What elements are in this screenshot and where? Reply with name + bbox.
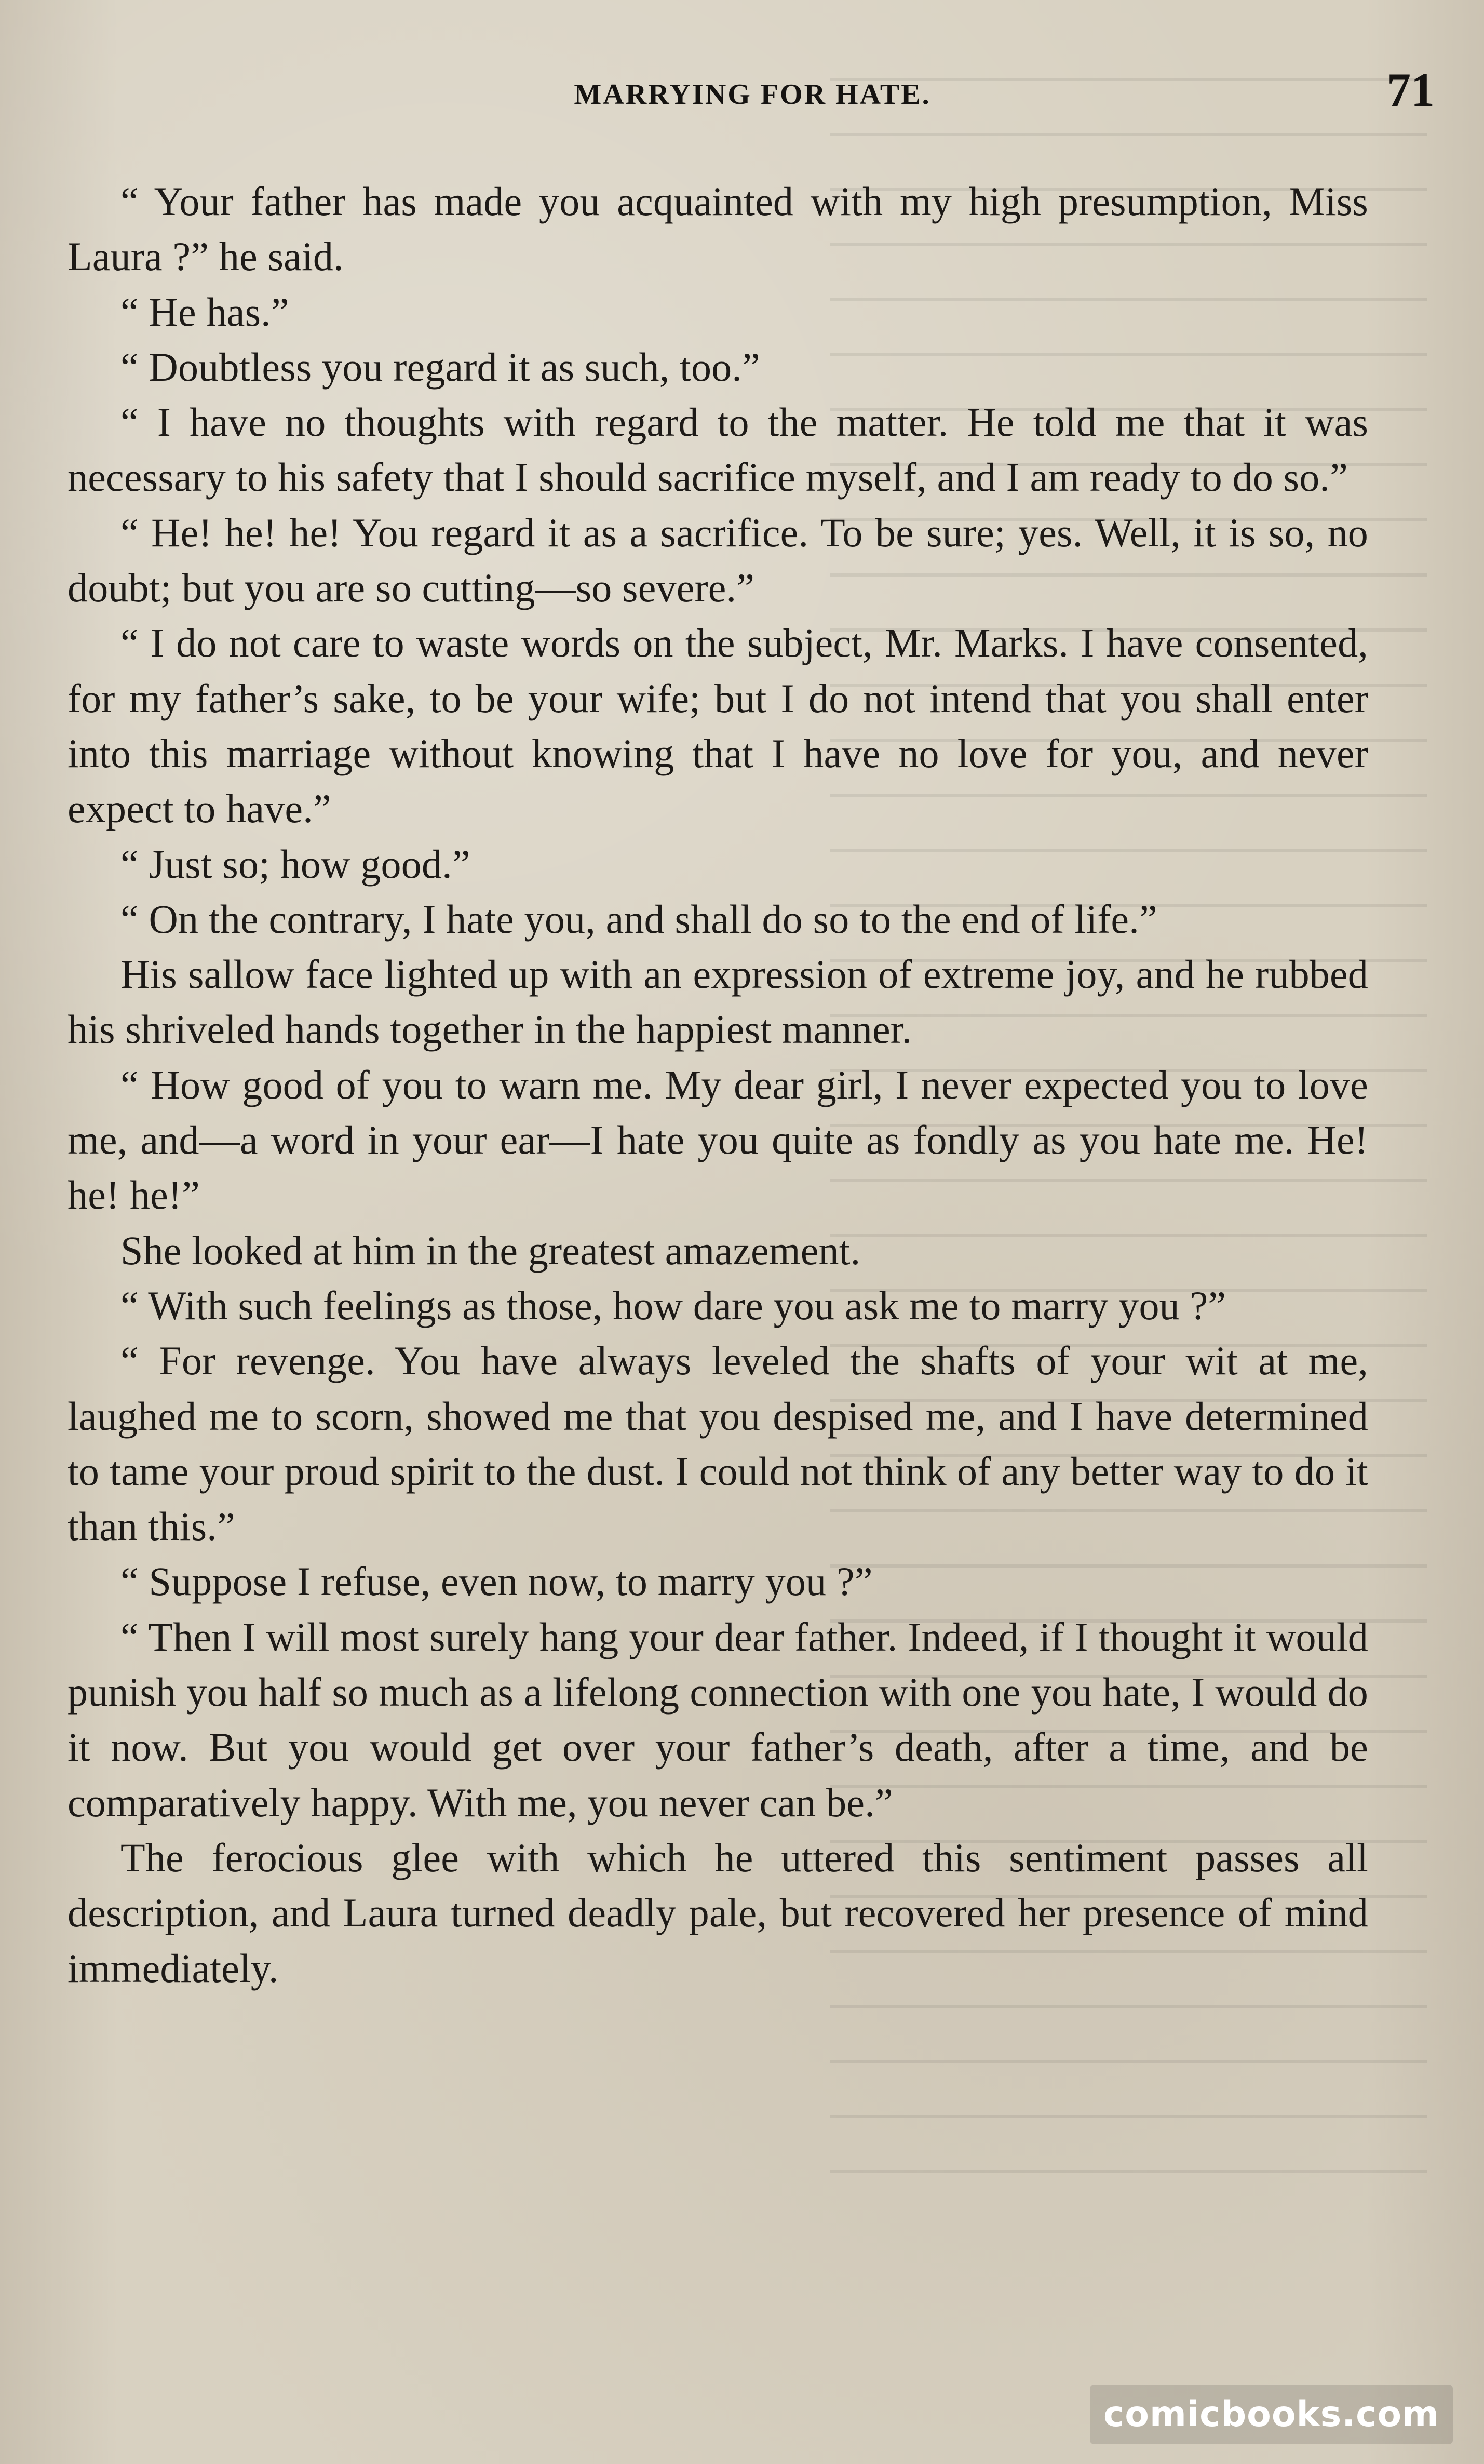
paragraph: “ Doubtless you regard it as such, too.” <box>120 344 760 390</box>
paragraph: “ On the contrary, I hate you, and shall do so to the end of life.” <box>120 896 1157 942</box>
body-text <box>68 174 1368 1996</box>
paragraph: “ Then I will most surely hang your dear father. Indeed, if I thought it would punish you half so much as a lifelong connection with one you hate, I would do it now. But you would get over your father’s death, after a time, and be comparatively happy. With me, you never can be.” <box>68 1614 1368 1825</box>
paragraph: “ How good of you to warn me. My dear girl, I never expected you to love me, and—a word in your ear—I hate you quite as fondly as you hate me. He! he! he!” <box>68 1062 1368 1218</box>
paragraph: “ He has.” <box>120 289 289 334</box>
paragraph: “ Just so; how good.” <box>120 841 470 887</box>
paragraph: She looked at him in the greatest amazement. <box>120 1227 861 1273</box>
running-title: MARRYING FOR HATE. <box>574 78 931 111</box>
paragraph: “ Suppose I refuse, even now, to marry you ?” <box>120 1559 873 1604</box>
paragraph: “ I have no thoughts with regard to the matter. He told me that it was necessary to his safety that I should sacrifice myself, and I am ready to do so.” <box>68 399 1368 500</box>
page-header <box>70 62 1435 114</box>
paragraph: “ For revenge. You have always leveled the shafts of your wit at me, laughed me to scorn, showed me that you despised me, and I have determined to tame your proud spirit to the dust. I could not think of any better way to do it than this.” <box>68 1338 1368 1549</box>
paragraph: His sallow face lighted up with an expression of extreme joy, and he rubbed his shriveled hands together in the happiest manner. <box>68 952 1368 1052</box>
watermark: comicbooks.com <box>1090 2385 1453 2444</box>
paragraph: “ He! he! he! You regard it as a sacrifice. To be sure; yes. Well, it is so, no doubt; but you are so cutting—so severe.” <box>68 510 1368 611</box>
paragraph: “ I do not care to waste words on the subject, Mr. Marks. I have consented, for my father’s sake, to be your wife; but I do not intend that you shall enter into this marriage without knowing that I have no love for you, and never expect to have.” <box>68 620 1368 832</box>
page-number: 71 <box>1387 63 1435 116</box>
paragraph: “ Your father has made you acquainted with my high presumption, Miss Laura ?” he said. <box>68 179 1368 279</box>
paragraph: “ With such feelings as those, how dare you ask me to marry you ?” <box>120 1282 1226 1328</box>
paragraph: The ferocious glee with which he uttered this sentiment passes all description, and Laura turned deadly pale, but recovered her presence of mind immediately. <box>68 1834 1368 1991</box>
